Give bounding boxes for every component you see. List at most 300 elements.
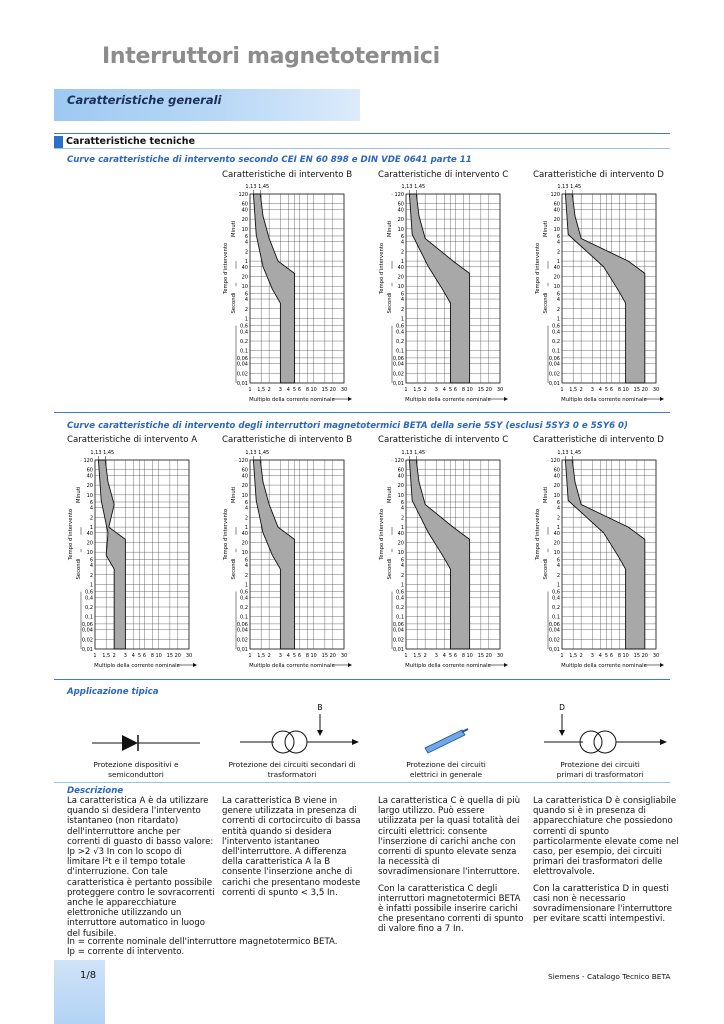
x-tick-label: 1,5 xyxy=(413,387,422,393)
y-tick-label: 2 xyxy=(556,515,560,522)
y-tick-label: 0,04 xyxy=(392,627,404,634)
y-tick-label: 0,04 xyxy=(81,627,93,634)
x-axis-label: Multiplo della corrente nominale xyxy=(405,663,491,669)
x-tick-label: 3 xyxy=(123,653,127,659)
y-tick-label: 0,04 xyxy=(392,361,404,368)
x-tick-label: 3 xyxy=(434,653,438,659)
x-tick-label: 3 xyxy=(278,387,282,393)
y-tick-label: 10 xyxy=(397,492,404,499)
trip-curve-chart-c xyxy=(374,180,514,405)
x-axis-label: Multiplo della corrente nominale xyxy=(249,663,335,669)
y-tick-label: 6 xyxy=(400,557,404,564)
curves-heading-2: Curve caratteristiche di intervento degli interruttori magnetotermici BETA della serie 5SY (esclusi 5SY3 0 e 5SY6 0) xyxy=(67,421,628,431)
x-tick-label: 30 xyxy=(340,653,348,659)
x-tick-label: 6 xyxy=(142,653,147,659)
x-tick-label: 2 xyxy=(579,387,583,393)
y-tick-label: 120 xyxy=(550,192,560,198)
seconds-label: Secondi xyxy=(387,292,393,314)
x-tick-label: 1,5 xyxy=(257,653,266,659)
x-tick-label: 10 xyxy=(466,387,473,393)
y-tick-label: 10 xyxy=(397,226,404,233)
x-tick-label: 1 xyxy=(248,653,252,659)
x-tick-label: 5 xyxy=(292,653,297,659)
y-tick-label: 0,01 xyxy=(548,381,560,387)
x-tick-label: 5 xyxy=(292,387,297,393)
page-number: 1/8 xyxy=(80,970,97,981)
x-tick-label: 1,5 xyxy=(413,653,422,659)
y-tick-label: 20 xyxy=(397,540,404,547)
y-tick-label: 120 xyxy=(394,192,404,198)
y-tick-label: 0,4 xyxy=(552,595,560,602)
section-title: Caratteristiche generali xyxy=(67,93,222,107)
y-tick-label: 120 xyxy=(83,458,93,464)
y-tick-label: 0,1 xyxy=(85,614,93,621)
y-tick-label: 120 xyxy=(394,458,404,464)
y-tick-label: 1 xyxy=(556,259,560,266)
divider xyxy=(54,412,670,413)
y-tick-label: 0,4 xyxy=(396,595,404,602)
seconds-label: Secondi xyxy=(231,292,237,314)
y-tick-label: 2 xyxy=(400,572,404,579)
y-tick-label: 0,6 xyxy=(396,589,404,596)
x-tick-label: 15 xyxy=(477,653,485,659)
y-tick-label: 6 xyxy=(244,557,248,564)
x-axis-label: Multiplo della corrente nominale xyxy=(561,663,647,669)
description-heading: Descrizione xyxy=(67,786,124,796)
y-tick-label: 0,01 xyxy=(81,647,93,653)
y-tick-label: 40 xyxy=(553,264,560,271)
x-tick-label: 20 xyxy=(329,387,336,393)
y-tick-label: 6 xyxy=(400,499,404,506)
description-d: La caratteristica D è consigliabile quando si è in presenza di apparecchiature che possiedono correnti di spunto particolarmente elevate come nel caso, per esempio, dei circuiti primari dei trasformatori delle elettrovalvole. Con la caratteristica D in questi casi non è necessario sovradimensionare l'interruttore per evitare scatti intempestivi. xyxy=(533,796,679,925)
y-tick-label: 4 xyxy=(244,505,248,512)
y-tick-label: 20 xyxy=(241,274,248,281)
y-tick-label: 6 xyxy=(556,291,560,298)
seconds-label: Secondi xyxy=(76,558,82,580)
y-axis-label: Tempo d'intervento xyxy=(68,508,74,561)
x-axis-arrow-head xyxy=(193,663,197,667)
y-tick-label: 40 xyxy=(553,530,560,537)
x-tick-label: 8 xyxy=(461,387,466,393)
y-tick-label: 6 xyxy=(244,499,248,506)
chart-caption: Caratteristiche di intervento B xyxy=(222,435,353,445)
x-axis-arrow-head xyxy=(660,663,664,667)
y-tick-label: 0,02 xyxy=(548,637,560,644)
top-marks-label: 1,13 1,45 xyxy=(401,450,426,456)
y-tick-label: 6 xyxy=(400,291,404,298)
y-axis-label: Tempo d'intervento xyxy=(379,242,385,295)
y-tick-label: 6 xyxy=(556,233,560,240)
y-tick-label: 0,02 xyxy=(236,637,248,644)
y-tick-label: 6 xyxy=(244,291,248,298)
trip-curve-svg xyxy=(218,446,358,671)
trip-curve-chart-b-beta xyxy=(218,446,358,671)
description-b: La caratteristica B viene in genere utilizzata in presenza di correnti di cortocircuito di bassa entità quando si desidera l'intervento istantaneo dell'interruttore. A differenza della caratteristica A la B consente l'inserzione anche di carichi che presentano modeste correnti di spunto < 3,5 In. xyxy=(222,796,361,898)
y-tick-label: 0,06 xyxy=(236,355,248,362)
y-tick-label: 0,2 xyxy=(552,339,560,346)
y-tick-label: 0,6 xyxy=(396,323,404,330)
y-tick-label: 60 xyxy=(241,467,248,474)
x-tick-label: 20 xyxy=(485,653,492,659)
x-tick-label: 6 xyxy=(453,387,458,393)
x-tick-label: 4 xyxy=(442,387,446,393)
x-tick-label: 2 xyxy=(112,653,116,659)
y-tick-label: 2 xyxy=(244,572,248,579)
y-tick-label: 4 xyxy=(400,297,404,304)
x-tick-label: 1,5 xyxy=(569,653,578,659)
y-tick-label: 0,1 xyxy=(552,614,560,621)
top-marks-label: 1,13 1,45 xyxy=(401,184,426,190)
x-axis-arrow-head xyxy=(348,397,352,401)
y-tick-label: 4 xyxy=(556,297,560,304)
subsection-marker xyxy=(54,136,63,148)
y-tick-label: 20 xyxy=(241,540,248,547)
y-tick-label: 20 xyxy=(86,483,93,490)
y-tick-label: 2 xyxy=(556,306,560,313)
y-tick-label: 4 xyxy=(556,505,560,512)
x-tick-label: 10 xyxy=(310,387,317,393)
x-tick-label: 8 xyxy=(617,653,622,659)
y-tick-label: 4 xyxy=(400,505,404,512)
x-tick-label: 15 xyxy=(633,387,641,393)
page-title: Interruttori magnetotermici xyxy=(102,44,440,69)
x-tick-label: 8 xyxy=(150,653,155,659)
y-tick-label: 0,1 xyxy=(396,614,404,621)
y-tick-label: 0,01 xyxy=(236,381,248,387)
divider xyxy=(54,679,670,680)
y-tick-label: 0,2 xyxy=(240,605,248,612)
y-tick-label: 0,1 xyxy=(240,614,248,621)
x-tick-label: 1 xyxy=(404,653,408,659)
x-tick-label: 3 xyxy=(278,653,282,659)
y-tick-label: 40 xyxy=(553,207,560,214)
y-tick-label: 0,01 xyxy=(548,647,560,653)
application-caption: Protezione dispositivi e semiconduttori xyxy=(93,760,179,779)
y-tick-label: 4 xyxy=(400,563,404,570)
seconds-label: Secondi xyxy=(543,558,549,580)
trip-curve-chart-c-beta xyxy=(374,446,514,671)
chart-caption: Caratteristiche di intervento C xyxy=(378,170,509,180)
x-tick-label: 4 xyxy=(442,653,446,659)
x-tick-label: 30 xyxy=(496,653,504,659)
x-tick-label: 6 xyxy=(609,387,614,393)
y-tick-label: 0,2 xyxy=(396,605,404,612)
transformer-icon xyxy=(544,703,667,753)
y-tick-label: 6 xyxy=(556,557,560,564)
y-tick-label: 20 xyxy=(553,483,560,490)
application-caption: Protezione dei circuiti elettrici in generale xyxy=(406,760,486,779)
x-axis-label: Multiplo della corrente nominale xyxy=(405,397,491,403)
applications-symbols xyxy=(60,700,680,762)
y-tick-label: 0,02 xyxy=(236,371,248,378)
y-tick-label: 0,6 xyxy=(240,589,248,596)
x-tick-label: 10 xyxy=(155,653,162,659)
y-tick-label: 6 xyxy=(244,233,248,240)
x-tick-label: 4 xyxy=(598,387,602,393)
y-tick-label: 2 xyxy=(556,572,560,579)
y-tick-label: 0,02 xyxy=(548,371,560,378)
y-tick-label: 10 xyxy=(553,550,560,557)
y-tick-label: 60 xyxy=(553,467,560,474)
x-tick-label: 10 xyxy=(622,387,629,393)
x-tick-label: 2 xyxy=(267,387,271,393)
x-tick-label: 1,5 xyxy=(102,653,111,659)
y-tick-label: 0,4 xyxy=(240,329,248,336)
seconds-label: Secondi xyxy=(543,292,549,314)
y-tick-label: 0,06 xyxy=(548,621,560,628)
y-tick-label: 10 xyxy=(241,226,248,233)
x-tick-label: 8 xyxy=(461,653,466,659)
x-tick-label: 30 xyxy=(652,653,660,659)
y-tick-label: 20 xyxy=(241,483,248,490)
y-tick-label: 40 xyxy=(397,473,404,480)
trip-curve-chart-d-beta xyxy=(530,446,670,671)
x-tick-label: 15 xyxy=(321,653,329,659)
x-tick-label: 6 xyxy=(453,653,458,659)
subsection-title: Caratteristiche tecniche xyxy=(66,136,196,147)
y-tick-label: 0,04 xyxy=(236,627,248,634)
y-tick-label: 20 xyxy=(241,217,248,224)
y-tick-label: 20 xyxy=(553,217,560,224)
x-tick-label: 5 xyxy=(137,653,142,659)
x-tick-label: 3 xyxy=(434,387,438,393)
y-tick-label: 1 xyxy=(400,316,404,323)
x-tick-label: 1 xyxy=(93,653,97,659)
y-tick-label: 10 xyxy=(86,492,93,499)
y-tick-label: 4 xyxy=(244,563,248,570)
top-marks-label: 1,13 1,45 xyxy=(245,450,270,456)
minutes-label: Minuti xyxy=(76,486,82,503)
y-tick-label: 0,04 xyxy=(548,627,560,634)
top-marks-label: 1,13 1,45 xyxy=(90,450,115,456)
y-tick-label: 2 xyxy=(556,249,560,256)
y-tick-label: 40 xyxy=(397,530,404,537)
y-tick-label: 0,2 xyxy=(85,605,93,612)
y-tick-label: 2 xyxy=(400,306,404,313)
y-tick-label: 4 xyxy=(400,239,404,246)
x-tick-label: 3 xyxy=(590,653,594,659)
x-tick-label: 4 xyxy=(286,653,290,659)
y-tick-label: 0,6 xyxy=(552,589,560,596)
y-tick-label: 1 xyxy=(244,525,248,532)
seconds-label: Secondi xyxy=(387,558,393,580)
divider xyxy=(54,133,670,134)
x-tick-label: 8 xyxy=(305,387,310,393)
chart-caption: Caratteristiche di intervento C xyxy=(378,435,509,445)
application-caption: Protezione dei circuiti secondari di trasformatori xyxy=(228,760,356,779)
x-tick-label: 15 xyxy=(166,653,174,659)
x-tick-label: 5 xyxy=(604,653,609,659)
svg-text:B: B xyxy=(317,703,323,712)
y-tick-label: 10 xyxy=(553,492,560,499)
y-tick-label: 40 xyxy=(86,530,93,537)
x-tick-label: 4 xyxy=(598,653,602,659)
y-tick-label: 4 xyxy=(89,505,93,512)
y-tick-label: 0,06 xyxy=(236,621,248,628)
y-tick-label: 40 xyxy=(397,264,404,271)
y-tick-label: 120 xyxy=(550,458,560,464)
y-tick-label: 40 xyxy=(241,530,248,537)
y-tick-label: 40 xyxy=(553,473,560,480)
y-tick-label: 120 xyxy=(238,458,248,464)
y-tick-label: 60 xyxy=(86,467,93,474)
x-tick-label: 20 xyxy=(641,387,648,393)
y-tick-label: 0,2 xyxy=(552,605,560,612)
x-tick-label: 4 xyxy=(286,387,290,393)
x-tick-label: 1,5 xyxy=(257,387,266,393)
y-tick-label: 1 xyxy=(400,259,404,266)
y-tick-label: 60 xyxy=(553,201,560,208)
x-axis-label: Multiplo della corrente nominale xyxy=(94,663,180,669)
y-tick-label: 0,4 xyxy=(396,329,404,336)
x-tick-label: 6 xyxy=(297,387,302,393)
y-tick-label: 2 xyxy=(89,515,93,522)
y-tick-label: 1 xyxy=(89,582,93,589)
y-axis-label: Tempo d'intervento xyxy=(223,508,229,561)
trip-curve-svg xyxy=(530,180,670,405)
description-c: La caratteristica C è quella di più largo utilizzo. Può essere utilizzata per la quasi totalità dei circuiti elettrici: consente l'inserzione di carichi anche con correnti di spunto elevate senza la necessità di sovradimensionare l'interruttore. Con la caratteristica C degli interruttori magnetotermici BETA è infatti possibile inserire carichi che presentano correnti di spunto di valore fino a 7 In. xyxy=(378,796,524,935)
y-tick-label: 10 xyxy=(553,284,560,291)
y-axis-label: Tempo d'intervento xyxy=(535,242,541,295)
y-tick-label: 1 xyxy=(556,525,560,532)
y-tick-label: 40 xyxy=(241,473,248,480)
x-tick-label: 10 xyxy=(622,653,629,659)
x-tick-label: 1 xyxy=(248,387,252,393)
y-tick-label: 2 xyxy=(244,249,248,256)
top-marks-label: 1,13 1,45 xyxy=(245,184,270,190)
divider xyxy=(54,148,670,149)
y-tick-label: 10 xyxy=(86,550,93,557)
svg-text:D: D xyxy=(559,703,565,712)
x-tick-label: 6 xyxy=(297,653,302,659)
minutes-label: Minuti xyxy=(543,486,549,503)
x-tick-label: 2 xyxy=(579,653,583,659)
x-tick-label: 2 xyxy=(423,387,427,393)
y-tick-label: 4 xyxy=(244,239,248,246)
x-tick-label: 20 xyxy=(485,387,492,393)
x-tick-label: 15 xyxy=(321,387,329,393)
application-caption: Protezione dei circuiti primari di trasformatori xyxy=(556,760,644,779)
trip-curve-chart-a-beta xyxy=(63,446,203,671)
x-tick-label: 6 xyxy=(609,653,614,659)
top-marks-label: 1,13 1,45 xyxy=(557,450,582,456)
y-tick-label: 20 xyxy=(397,217,404,224)
y-tick-label: 0,01 xyxy=(236,647,248,653)
x-axis-arrow-head xyxy=(504,397,508,401)
y-tick-label: 0,4 xyxy=(85,595,93,602)
y-tick-label: 0,02 xyxy=(392,371,404,378)
trip-curve-svg xyxy=(530,446,670,671)
y-tick-label: 0,02 xyxy=(392,637,404,644)
y-tick-label: 40 xyxy=(241,264,248,271)
x-tick-label: 3 xyxy=(590,387,594,393)
x-axis-arrow-head xyxy=(504,663,508,667)
x-tick-label: 8 xyxy=(617,387,622,393)
chart-caption: Caratteristiche di intervento D xyxy=(533,435,664,445)
y-tick-label: 40 xyxy=(241,207,248,214)
y-tick-label: 0,04 xyxy=(236,361,248,368)
minutes-label: Minuti xyxy=(387,486,393,503)
y-tick-label: 60 xyxy=(397,467,404,474)
y-tick-label: 6 xyxy=(400,233,404,240)
x-tick-label: 1,5 xyxy=(569,387,578,393)
description-a: La caratteristica A è da utilizzare quando si desidera l'intervento istantaneo (non ritardato) dell'interruttore anche per correnti di guasto di basso valore: Ip >2 √3 In con lo scopo di limitare l²t e il tempo totale d'interruzione. Con tale caratteristica è pertanto possibile proteggere contro le sovracorrenti anche le apparecchiature elettroniche utilizzando un interruttore automatico in luogo del fusibile. xyxy=(67,796,215,939)
x-tick-label: 2 xyxy=(423,653,427,659)
y-tick-label: 1 xyxy=(244,316,248,323)
transformer-icon xyxy=(240,703,359,753)
x-axis-label: Multiplo della corrente nominale xyxy=(249,397,335,403)
y-tick-label: 0,2 xyxy=(240,339,248,346)
y-tick-label: 0,06 xyxy=(392,621,404,628)
y-tick-label: 2 xyxy=(89,572,93,579)
y-tick-label: 40 xyxy=(397,207,404,214)
y-tick-label: 1 xyxy=(400,525,404,532)
y-tick-label: 0,06 xyxy=(392,355,404,362)
y-tick-label: 2 xyxy=(244,515,248,522)
legend-ip: Ip = corrente di intervento. xyxy=(67,947,185,957)
y-tick-label: 0,01 xyxy=(392,647,404,653)
y-tick-label: 4 xyxy=(556,239,560,246)
x-tick-label: 20 xyxy=(174,653,181,659)
y-tick-label: 4 xyxy=(89,563,93,570)
minutes-label: Minuti xyxy=(543,220,549,237)
chart-caption: Caratteristiche di intervento D xyxy=(533,170,664,180)
y-tick-label: 20 xyxy=(397,274,404,281)
x-tick-label: 10 xyxy=(466,653,473,659)
y-tick-label: 0,06 xyxy=(548,355,560,362)
y-tick-label: 40 xyxy=(86,473,93,480)
x-tick-label: 2 xyxy=(267,653,271,659)
x-tick-label: 4 xyxy=(131,653,135,659)
x-tick-label: 1 xyxy=(560,387,564,393)
y-tick-label: 0,4 xyxy=(240,595,248,602)
y-tick-label: 0,01 xyxy=(392,381,404,387)
x-axis-arrow-head xyxy=(348,663,352,667)
minutes-label: Minuti xyxy=(231,220,237,237)
x-tick-label: 30 xyxy=(185,653,193,659)
trip-curve-svg xyxy=(374,180,514,405)
y-tick-label: 0,2 xyxy=(396,339,404,346)
x-tick-label: 20 xyxy=(329,653,336,659)
y-tick-label: 10 xyxy=(241,550,248,557)
y-tick-label: 10 xyxy=(397,284,404,291)
x-tick-label: 1 xyxy=(404,387,408,393)
trip-curve-svg xyxy=(218,180,358,405)
y-axis-label: Tempo d'intervento xyxy=(535,508,541,561)
applications-heading: Applicazione tipica xyxy=(67,687,159,697)
y-tick-label: 1 xyxy=(89,525,93,532)
y-tick-label: 0,06 xyxy=(81,621,93,628)
y-tick-label: 0,02 xyxy=(81,637,93,644)
cable-icon xyxy=(425,729,468,753)
y-tick-label: 0,1 xyxy=(396,348,404,355)
y-tick-label: 2 xyxy=(400,515,404,522)
trip-curve-svg xyxy=(374,446,514,671)
trip-curve-svg xyxy=(63,446,203,671)
y-tick-label: 6 xyxy=(556,499,560,506)
trip-curve-chart-d xyxy=(530,180,670,405)
y-tick-label: 1 xyxy=(244,259,248,266)
x-tick-label: 5 xyxy=(448,387,453,393)
chart-caption: Caratteristiche di intervento B xyxy=(222,170,353,180)
y-tick-label: 10 xyxy=(397,550,404,557)
y-tick-label: 0,6 xyxy=(85,589,93,596)
y-tick-label: 0,6 xyxy=(552,323,560,330)
y-tick-label: 120 xyxy=(238,192,248,198)
seconds-label: Secondi xyxy=(231,558,237,580)
legend-in: In = corrente nominale dell'interruttore magnetotermico BETA. xyxy=(67,937,338,947)
y-tick-label: 1 xyxy=(556,316,560,323)
